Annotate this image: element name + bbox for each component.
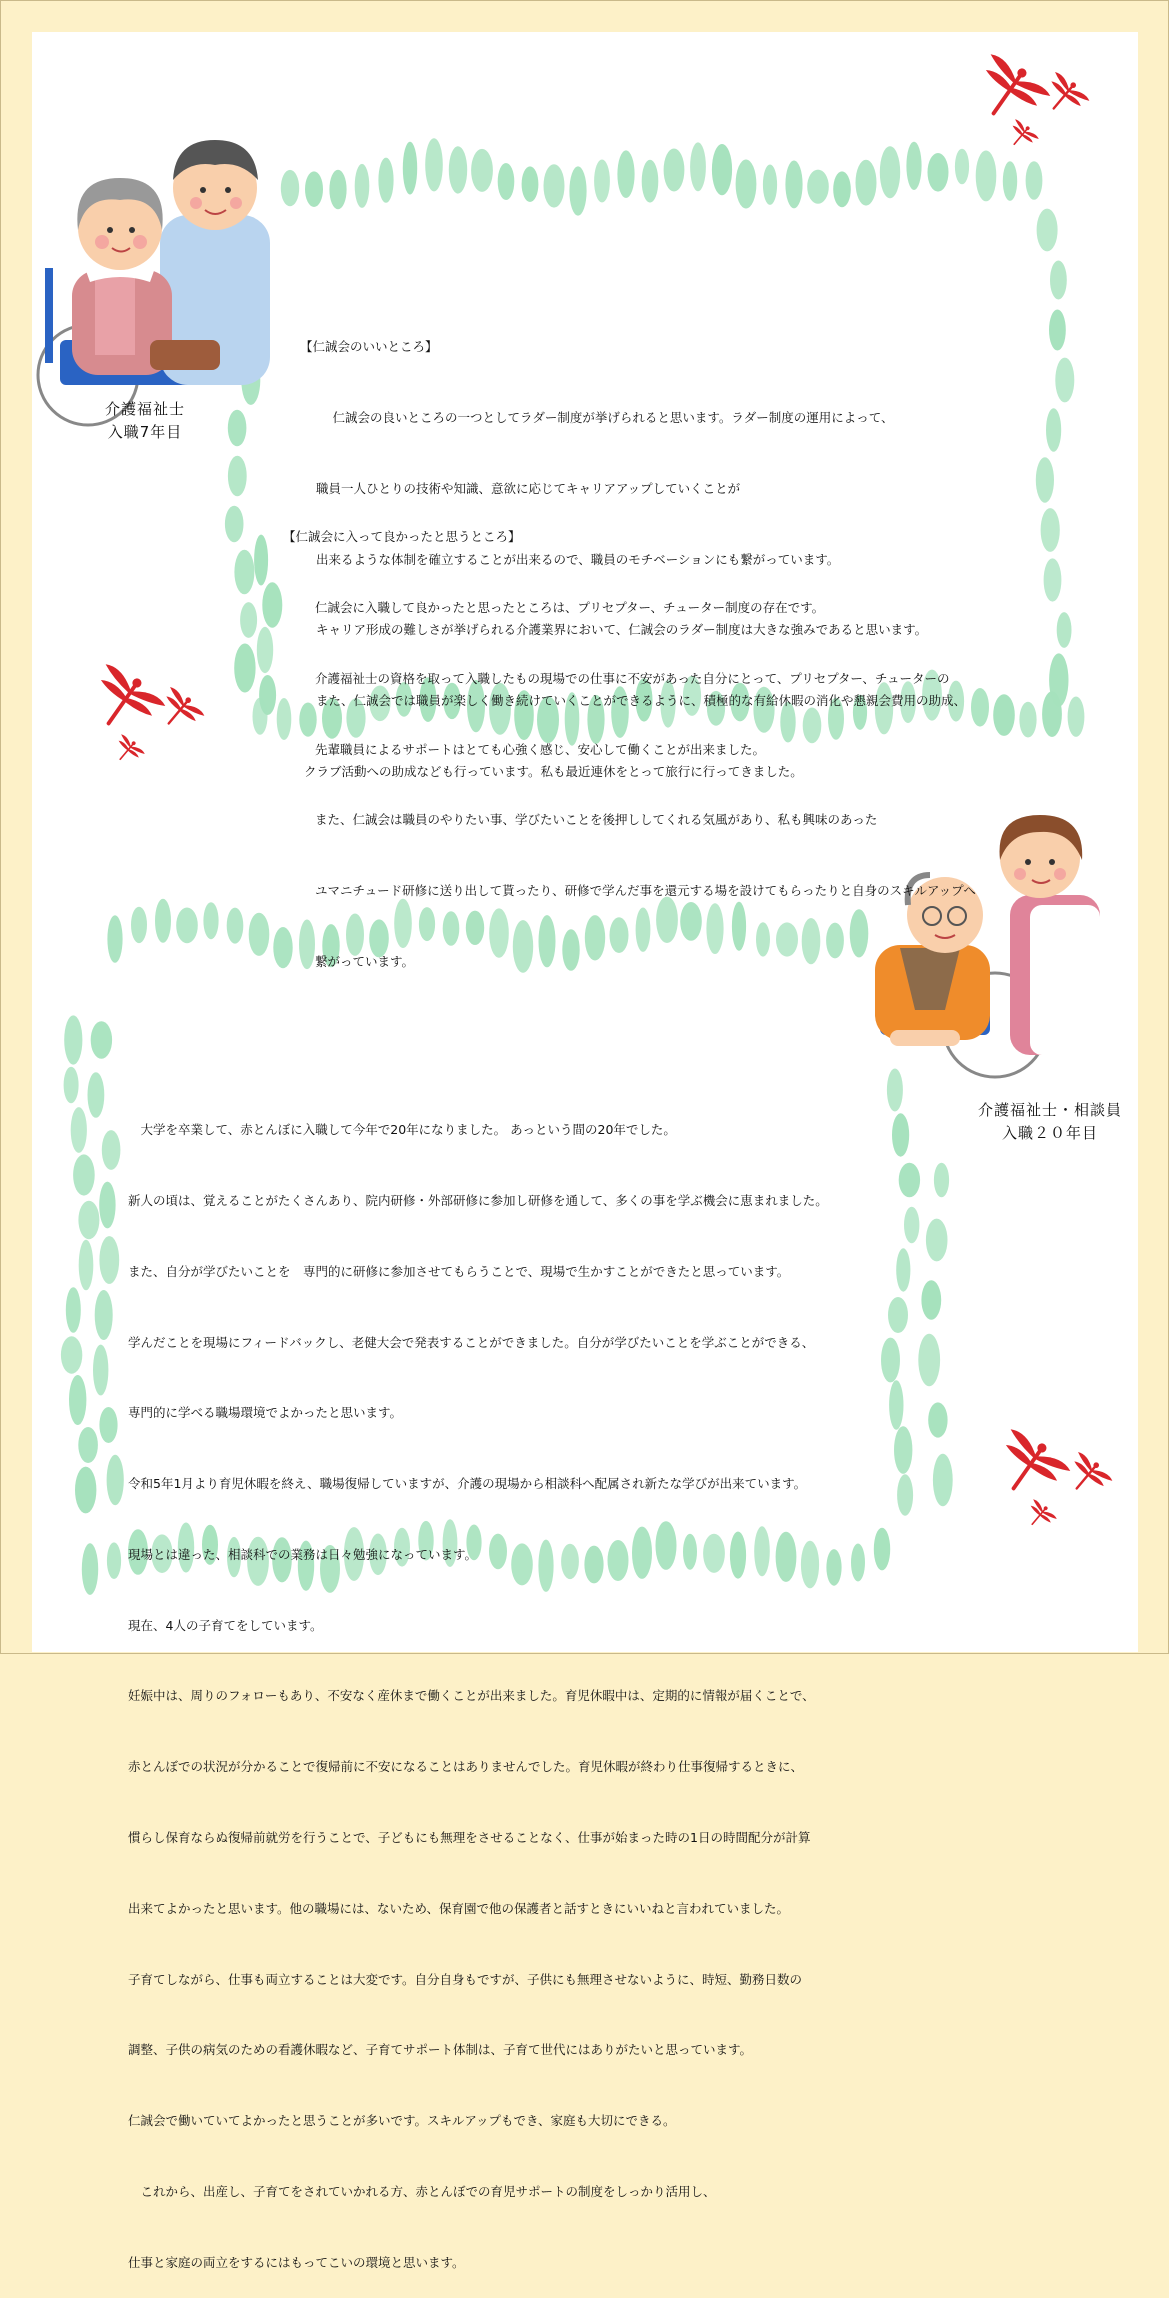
decorative-dot [203,902,218,939]
decorative-dot [1041,508,1060,552]
decorative-dot [305,171,323,207]
decorative-dot [257,627,273,673]
decorative-dot [71,1107,87,1153]
decorative-dot [78,1201,99,1239]
decorative-dot [93,1345,108,1396]
decorative-dot [690,142,706,191]
decorative-dot [249,913,270,956]
decorative-dot [1049,653,1068,706]
caption-section2 [960,1099,1140,1145]
decorative-dot [826,1549,841,1586]
decorative-dot [880,146,900,198]
dragonfly-icon [1002,117,1040,154]
decorative-dot [61,1336,82,1373]
section1-para2-line: 仁誠会に入職して良かったと思ったところは、プリセプター、チューター制度の存在です。 [315,599,825,615]
decorative-dot [785,161,802,209]
section1-para2-line: また、仁誠会は職員のやりたい事、学びたいことを後押ししてくれる気風があり、私も興味のあった [315,812,878,828]
dragonfly-icon [964,48,1055,134]
decorative-dot [881,1338,900,1383]
section1-text-2 [283,478,976,997]
section1-para2-line: 繋がっています。 [315,953,415,969]
section2-line: 学んだことを現場にフィードバックし、老健大会で発表することができました。自分が学びたいことを学ぶことができる、 [128,1334,815,1350]
decorative-dot [888,1297,908,1333]
decorative-dot [897,1474,913,1515]
decorative-dot [66,1287,81,1333]
decorative-dot [176,908,198,944]
section1-para1-line: また、仁誠会では職員が楽しく働き続けていくことができるように、積極的な有給休暇の消化や懇親会費用の助成、 [316,693,967,709]
decorative-dot [807,170,829,204]
decorative-dot [234,644,255,693]
decorative-dot [1036,457,1054,502]
decorative-dot [1044,558,1062,601]
dragonfly-icon [1020,1497,1058,1534]
section1-para1-line: クラブ活動への助成なども行っています。私も最近連休をとって旅行に行ってきました。 [304,763,803,779]
decorative-dot [1068,697,1085,737]
decorative-dot [95,1290,113,1340]
decorative-dot [1037,209,1058,252]
decorative-dot [73,1154,95,1195]
decorative-dot [240,602,257,638]
decorative-dot [329,170,346,210]
decorative-dot [99,1236,119,1284]
decorative-dot [79,1240,94,1291]
section2-line: 仁誠会で働いていてよかったと思うことが多いです。スキルアップもでき、家庭も大切にできる。 [128,2113,676,2129]
decorative-dot [856,160,877,206]
decorative-dot [894,1426,912,1474]
decorative-dot [254,535,268,586]
dragonfly-icon [108,732,146,769]
decorative-dot [712,144,732,195]
decorative-dot [227,908,244,944]
decorative-dot [228,456,247,497]
decorative-dot [449,146,467,193]
decorative-dot [928,153,949,192]
decorative-dot [522,166,539,202]
caption-section1-years: 入職7年目 [107,423,183,441]
caption-section2-role: 介護福祉士・相談員 [977,1101,1122,1119]
section1-para2-line: ユマニチュード研修に送り出して貰ったり、研修で学んだ事を還元する場を設けてもらったりと自身のスキルアップへ [315,883,976,899]
decorative-dot [107,1542,121,1579]
decorative-dot [78,1427,98,1463]
decorative-dot [425,138,443,191]
decorative-dot [955,149,969,185]
decorative-dot [617,150,634,198]
decorative-dot [899,1163,920,1198]
section2-line: また、自分が学びたいことを 専門的に研修に参加させてもらうことで、現場で生かすことができたと思っています。 [128,1263,790,1279]
decorative-dot [91,1021,112,1059]
decorative-dot [1049,310,1066,351]
decorative-dot [471,149,493,192]
section1-para1-line: 出来るような体制を確立することが出来るので、職員のモチベーションにも繋がっています。 [316,551,840,567]
section2-line: 子育てしながら、仕事も両立することは大変です。自分自身もですが、子供にも無理させないように、時短、勤務日数の [128,1971,803,1987]
section2-text [128,1071,828,2298]
dragonfly-icon [984,1423,1075,1509]
section2-line: 妊娠中は、周りのフォローもあり、不安なく産休まで働くことが出来ました。育児休暇中は、定期的に情報が届くことで、 [128,1688,815,1704]
decorative-dot [75,1467,96,1514]
decorative-dot [851,1544,865,1582]
decorative-dot [99,1182,115,1229]
decorative-dot [904,1207,919,1243]
decorative-dot [874,1528,890,1571]
section1-para1-line: 職員一人ひとりの技術や知識、意欲に応じてキャリアアップしていくことが [316,480,741,496]
decorative-dot [498,163,515,200]
dragonfly-icon [1060,1449,1116,1503]
decorative-dot [69,1375,86,1425]
decorative-dot [259,675,276,715]
decorative-dot [64,1067,79,1103]
section2-line: 専門的に学べる職場環境でよかったと思います。 [128,1405,403,1421]
caregiver-with-elderly-woman-illustration [38,140,270,425]
caption-section2-years: 入職２０年目 [1001,1124,1098,1142]
decorative-dot [1055,358,1074,403]
section2-line: 出来てよかったと思います。他の職場には、ないため、保育園で他の保護者と話すときにいいねと言われていました。 [128,1900,790,1916]
section1-para1-line: 仁誠会の良いところの一つとしてラダー制度が挙げられると思います。ラダー制度の運用によって、 [320,409,894,425]
decorative-dot [281,170,299,206]
decorative-dot [642,160,659,203]
decorative-dot [107,915,122,963]
decorative-dot [594,160,610,203]
decorative-dot [82,1543,98,1595]
decorative-dot [403,142,417,195]
decorative-dot [896,1248,910,1291]
decorative-dot [107,1455,124,1505]
section2-line: 現在、4人の子育てをしています。 [128,1617,323,1633]
section2-line: 新人の頃は、覚えることがたくさんあり、院内研修・外部研修に参加し研修を通して、多くの事を学ぶ機会に恵まれました。 [128,1192,828,1208]
section1-para2-line: 先輩職員によるサポートはとても心強く感じ、安心して働くことが出来ました。 [315,741,766,757]
decorative-dot [887,1069,903,1112]
decorative-dot [131,907,147,943]
decorative-dot [88,1072,105,1118]
section2-line: 赤とんぼでの状況が分かることで復帰前に不安になることはありませんでした。育児休暇が終わり仕事復帰するときに、 [128,1759,804,1775]
decorative-dot [1019,702,1036,738]
section2-line: 慣らし保育ならぬ復帰前就労を行うことで、子どもにも無理をさせることなく、仕事が始まった時の1日の時間配分が計算 [128,1830,811,1845]
decorative-dot [918,1334,940,1386]
decorative-dot [933,1454,953,1506]
caption-section1 [70,398,220,444]
section2-line: 調整、子供の病気のための看護休暇など、子育てサポート体制は、子育て世代にはありがたいと思っています。 [128,2042,753,2058]
decorative-dot [926,1219,948,1262]
section1-heading-2: 【仁誠会に入って良かったと思うところ】 [283,529,521,545]
caption-section1-role: 介護福祉士 [104,400,185,418]
decorative-dot [228,410,247,447]
decorative-dot [889,1380,903,1429]
decorative-dot [355,164,370,208]
decorative-dot [1026,161,1043,200]
decorative-dot [763,165,777,205]
decorative-dot [1003,161,1017,201]
decorative-dot [664,149,685,192]
decorative-dot [921,1280,941,1319]
section1-heading-1: 【仁誠会のいいところ】 [300,339,438,355]
decorative-dot [225,506,244,542]
decorative-dot [378,158,393,203]
decorative-dot [234,550,254,595]
dragonfly-icon [79,658,170,744]
decorative-dot [906,142,921,190]
decorative-dot [1046,408,1061,452]
decorative-dot [892,1113,909,1156]
section2-line: 現場とは違った、相談科での業務は日々勉強になっています。 [128,1546,478,1562]
decorative-dot [976,151,997,202]
decorative-dot [1057,612,1072,648]
decorative-dot [1050,261,1067,300]
section1-para1-line: キャリア形成の難しさが挙げられる介護業界において、仁誠会のラダー制度は大きな強みであると思います。 [316,622,928,638]
decorative-dot [833,171,851,207]
decorative-dot [993,694,1015,736]
decorative-dot [64,1015,82,1064]
decorative-dot [569,166,586,215]
decorative-dot [544,164,565,207]
decorative-dot [102,1130,121,1170]
decorative-dot [934,1163,949,1198]
section2-line: 大学を卒業して、赤とんぼに入職して今年で20年になりました。 あっという間の20年でした。 [128,1122,676,1138]
section2-line: 仕事と家庭の両立をするにはもってこいの環境と思います。 [128,2254,465,2270]
decorative-dot [99,1407,117,1443]
decorative-dot [736,160,757,209]
dragonfly-icon [1037,69,1093,123]
section2-line: これから、出産し、子育てをされていかれる方、赤とんぼでの育児サポートの制度をしっかり活用し、 [128,2183,716,2199]
section2-line: 令和5年1月より育児休暇を終え、職場復帰していますが、介護の現場から相談科へ配属され新たな学びが出来ています。 [128,1476,807,1492]
section1-para2-line: 介護福祉士の資格を取って入職したもの現場での仕事に不安があった自分にとって、プリセプター、チューターの [315,670,950,686]
decorative-dot [928,1402,947,1437]
decorative-dot [262,582,282,627]
dragonfly-icon [152,684,208,738]
decorative-dot [155,899,171,943]
